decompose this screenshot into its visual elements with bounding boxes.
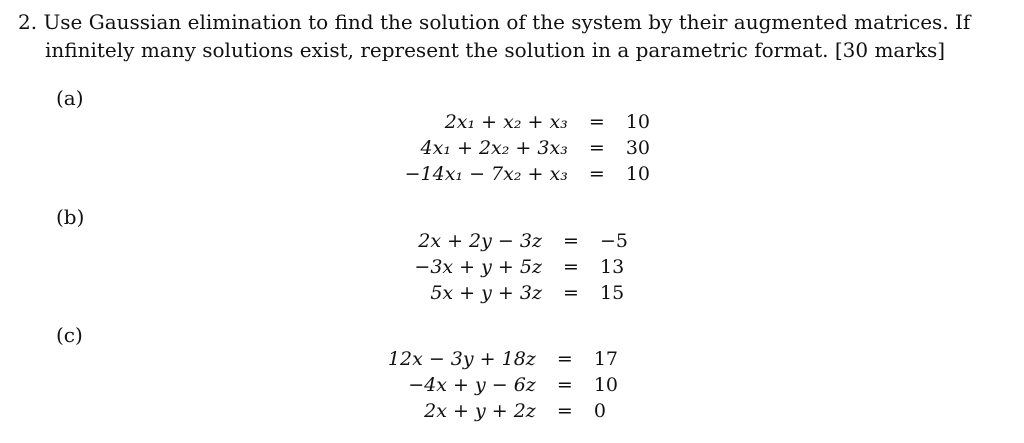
problem-statement-line-1: 2. Use Gaussian elimination to find the solution of the system by their augmented matrices. If — [18, 10, 971, 34]
equation-system-a — [405, 109, 650, 187]
equation-lhs: −4x + y − 6z — [408, 374, 536, 396]
equals-sign: = — [556, 400, 573, 422]
equation-lhs: 4x₁ + 2x₂ + 3x₃ — [420, 137, 568, 159]
equation-rhs: 13 — [599, 256, 625, 278]
equation-rhs: 15 — [599, 282, 625, 304]
part-b-label: (b) — [56, 205, 85, 229]
equals-sign: = — [556, 348, 573, 370]
problem-statement-line-2: infinitely many solutions exist, represent the solution in a parametric format. [30 marks] — [45, 38, 946, 62]
equation-lhs: −3x + y + 5z — [414, 256, 542, 278]
equals-sign: = — [556, 374, 573, 396]
equation-row — [414, 254, 628, 280]
equals-sign: = — [563, 230, 579, 252]
equation-rhs: 17 — [593, 348, 618, 370]
equation-row — [388, 398, 618, 424]
equation-row — [405, 161, 650, 187]
equation-lhs: 2x + y + 2z — [424, 400, 536, 422]
equation-lhs: 5x + y + 3z — [430, 282, 542, 304]
equation-system-c — [388, 346, 618, 424]
equation-lhs: −14x₁ − 7x₂ + x₃ — [404, 163, 568, 185]
equation-row — [405, 109, 650, 135]
equals-sign: = — [588, 111, 605, 133]
equation-rhs: 30 — [625, 137, 650, 159]
equals-sign: = — [588, 137, 605, 159]
equation-lhs: 2x + 2y − 3z — [418, 230, 542, 252]
equation-row — [405, 135, 650, 161]
equation-row — [388, 346, 618, 372]
equation-rhs: −5 — [599, 230, 628, 252]
equation-row — [414, 280, 628, 306]
equals-sign: = — [563, 256, 579, 278]
equation-rhs: 0 — [593, 400, 606, 422]
equals-sign: = — [588, 163, 605, 185]
part-c-label: (c) — [56, 323, 83, 347]
equation-row — [388, 372, 618, 398]
equals-sign: = — [563, 282, 579, 304]
equation-rhs: 10 — [625, 111, 650, 133]
equation-rhs: 10 — [625, 163, 650, 185]
equation-rhs: 10 — [593, 374, 618, 396]
equation-lhs: 12x − 3y + 18z — [387, 348, 536, 370]
equation-lhs: 2x₁ + x₂ + x₃ — [444, 111, 568, 133]
equation-system-b — [414, 228, 628, 306]
part-a-label: (a) — [56, 86, 84, 110]
equation-row — [414, 228, 628, 254]
